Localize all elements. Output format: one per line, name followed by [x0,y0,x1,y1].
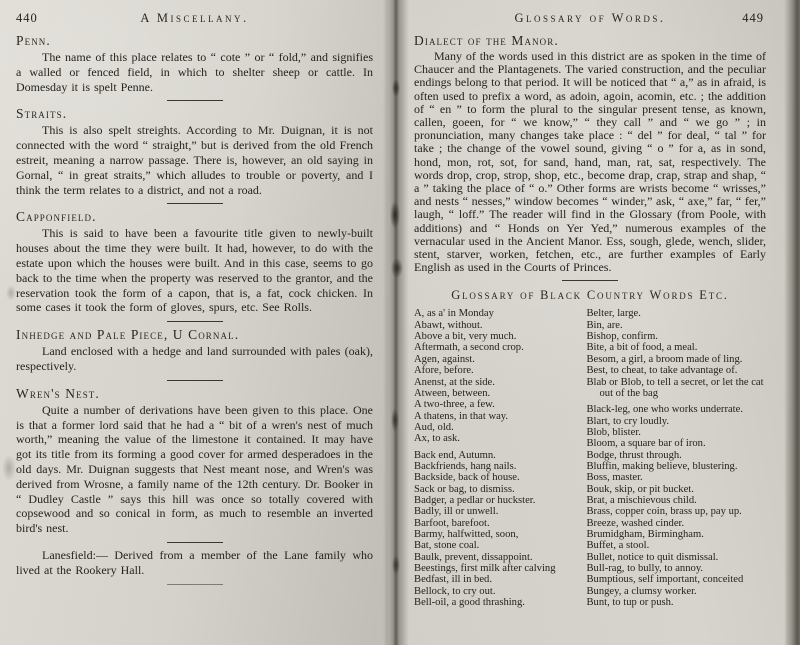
glossary-entry: Blob, blister. [586,426,641,438]
glossary-entry: Brat, a mischievous child. [586,494,697,506]
left-page [0,0,388,645]
dialect-body: Many of the words used in this district are as spoken in the time of Chaucer and the Plantagenets. The varied construction, and the peculiar endings belong to that period. It will be noticed that “ a,” as in afraid, is often used to prefix a word, as adoin, agoin, acomin, etc. ; the addition of “ en ” to form the plural to the singular present tense, as known, callen, goeen, for “ we know,” “ they call ” and “ we go ” ; in pronunciation, many changes take place : “ del ” for deal, “ tal ” for take ; the change of the vowel sound, giving “ o ” for a, as in sond, hond, mon, rot, sot, for sand, hand, man, rat, sat, respectively. The words drop, crop, strop, shop, etc., become drap, crap, strap and shap, “ a ” taking the place of “ o.” Other forms are wrists become “ wrisses,” and nests “ nesses,” window becomes “ winder,” ask, “ axe,” far, “ fer,” laugh, “ loff.” The reader will find in the Glossary (from Poole, with additions) and “ Honds on Yer Yed,” numerous examples of the vernacular used in the Ancient Manor. Ess, sough, glede, wench, slider, stent, starver, worken, fetchen, etc., are further examples of Early English as used in the Courts of Princes. [414,49,766,275]
glossary-entry: Bumptious, self important, conceited [586,574,744,586]
glossary-entry: A thatens, in that way. [414,410,509,422]
section-heading: Wren's Nest. [16,385,100,401]
glossary-group-b [414,450,586,609]
glossary-entry: Bull-rag, to bully, to annoy. [586,563,704,575]
glossary-entry: Abawt, without. [414,319,483,331]
glossary-entry: Bullet, notice to quit dismissal. [586,551,719,563]
glossary-entry: Backfriends, hang nails. [414,460,517,472]
glossary-entry: Bluffin, making believe, blustering. [586,460,738,472]
text-section [16,209,373,322]
dialect-divider [562,280,618,281]
glossary-entry: Black-leg, one who works underrate. [586,404,743,416]
glossary-entry: Badger, a pedlar or huckster. [414,494,536,506]
glossary-entry: Ax, to ask. [414,433,460,445]
glossary-entry: Barmy, halfwitted, soon, [414,528,519,540]
section-body: The name of this place relates to “ cote ” or “ fold,” and signifies a walled or fenced field, in which to shelter sheep or cattle. In Domesday it is spelt Penne. [16,50,373,94]
glossary-entry: Backside, back of house. [414,472,520,484]
left-page-number: 440 [16,11,38,25]
section-heading: Penn. [16,33,51,48]
section-body: Quite a number of derivations have been given to this place. One is that a former lord said that he had a “ bit of a wren's nest of much worth,” meaning the value of the limestone it contained. It may have got its title from its forming a good cover for armed desperadoes in the old days. Mr. Duignan suggests that Nest meant nose, and Wren's was derived from Wrosne, a family name of the 12th century. Dr. Booker in “ Dudley Castle ” says this hill was once so totally covered with copsewood and so conical in form, as much to resemble an inverted bird's nest. [16,402,373,536]
glossary-entry: Bodge, thrust through. [586,449,682,461]
text-section [16,327,373,381]
glossary-title: Glossary of Black Country Words Etc. [451,288,729,303]
glossary-entry: Sack or bag, to dismiss. [414,483,515,495]
glossary-entry: Brumidgham, Birmingham. [586,528,704,540]
glossary-columns [414,308,766,608]
text-section [16,33,373,101]
right-running-header: Glossary of Words. [514,11,666,25]
section-body: Land enclosed with a hedge and land surrounded with pales (oak), respectively. [16,344,373,373]
left-page-header [16,9,373,29]
right-page-number: 449 [742,11,764,25]
glossary-entry: Aftermath, a second crop. [414,342,524,354]
footnote-paragraph: Lanesfield:— Derived from a member of the Lane family who lived at the Rookery Hall. [16,547,373,577]
glossary-entry: Badly, ill or unwell. [414,506,499,518]
right-page [404,0,786,645]
glossary-entry: Boss, master. [586,472,643,484]
glossary-group-a [414,308,586,444]
left-running-header: A Miscellany. [140,11,249,25]
glossary-entry: Bouk, skip, or pit bucket. [586,483,694,495]
glossary-entry: A, as a' in Monday [414,308,494,320]
glossary-entry: Afore, before. [414,365,474,377]
glossary-entry: Bedfast, ill in bed. [414,574,492,586]
glossary-group-a [586,308,766,399]
glossary-entry: Best, to cheat, to take advantage of. [586,365,738,377]
section-heading: Inhedge and Pale Piece, U Cornal. [16,327,240,343]
glossary-entry: Above a bit, very much. [414,331,517,343]
glossary-entry: Bat, stone coal. [414,540,480,552]
glossary-entry: Beestings, first milk after calving [414,563,556,575]
section-body: This is also spelt streights. According to Mr. Duignan, it is not connected with the word “ straight,” but is derived from the old French estreit, meaning a narrow passage. There is, however, an old saying in Gornal, “ in great straits,” which alludes to trouble or poverty, and I think the term relates to a district, and not a road. [16,123,373,197]
glossary-entry: Agen, against. [414,353,475,365]
glossary-entry: A two-three, a few. [414,399,495,411]
section-heading: Capponfield. [16,209,97,225]
glossary-entry: Blart, to cry loudly. [586,415,670,427]
section-divider [167,542,223,543]
section-divider [167,203,223,204]
section-divider [167,380,223,381]
glossary-entry: Blab or Blob, to tell a secret, or let the cat out of the bag [586,376,764,399]
text-section [16,386,373,543]
footnote-divider [167,584,223,585]
glossary-entry: Bin, are. [586,319,623,331]
glossary-entry: Bungey, a clumsy worker. [586,585,697,597]
glossary-entry: Baulk, prevent, dissappoint. [414,551,533,563]
glossary-entry: Bunt, to tup or push. [586,597,674,609]
glossary-entry: Anenst, at the side. [414,376,495,388]
section-heading: Straits. [16,106,68,122]
glossary-entry: Besom, a girl, a broom made of ling. [586,353,743,365]
glossary-entry: Bellock, to cry out. [414,585,496,597]
glossary-entry: Buffet, a stool. [586,540,650,552]
glossary-column-left [414,308,586,608]
glossary-entry: Barfoot, barefoot. [414,517,490,529]
section-divider [167,321,223,322]
glossary-entry: Bite, a bit of food, a meal. [586,342,698,354]
text-section [16,106,373,204]
glossary-entry: Bell-oil, a good thrashing. [414,597,525,609]
glossary-entry: Atween, between. [414,387,491,399]
glossary-entry: Bishop, confirm. [586,331,658,343]
glossary-column-right [586,308,766,608]
page-edge-shadow [784,0,800,645]
glossary-entry: Belter, large. [586,308,641,320]
glossary-entry: Back end, Autumn. [414,449,496,461]
dialect-heading: Dialect of the Manor. [414,33,559,48]
glossary-entry: Aud, old. [414,421,454,433]
right-page-header [414,9,766,29]
section-body: This is said to have been a favourite title given to newly-built houses about the time they were built. It had, however, to do with the estate upon which the houses were built. And in this case, seems to go back to the time when the property was reserved to the grantor, and the reservation took the form of a capon, that is, a fat, cock chicken. In some cases it took the form of gloves, spurs, etc. See Rolls. [16,226,373,315]
glossary-entry: Brass, copper coin, brass up, pay up. [586,506,742,518]
left-page-sections [16,33,373,543]
glossary-entry: Breeze, washed cinder. [586,517,685,529]
glossary-group-b [586,404,766,608]
glossary-entry: Bloom, a square bar of iron. [586,438,706,450]
section-divider [167,100,223,101]
